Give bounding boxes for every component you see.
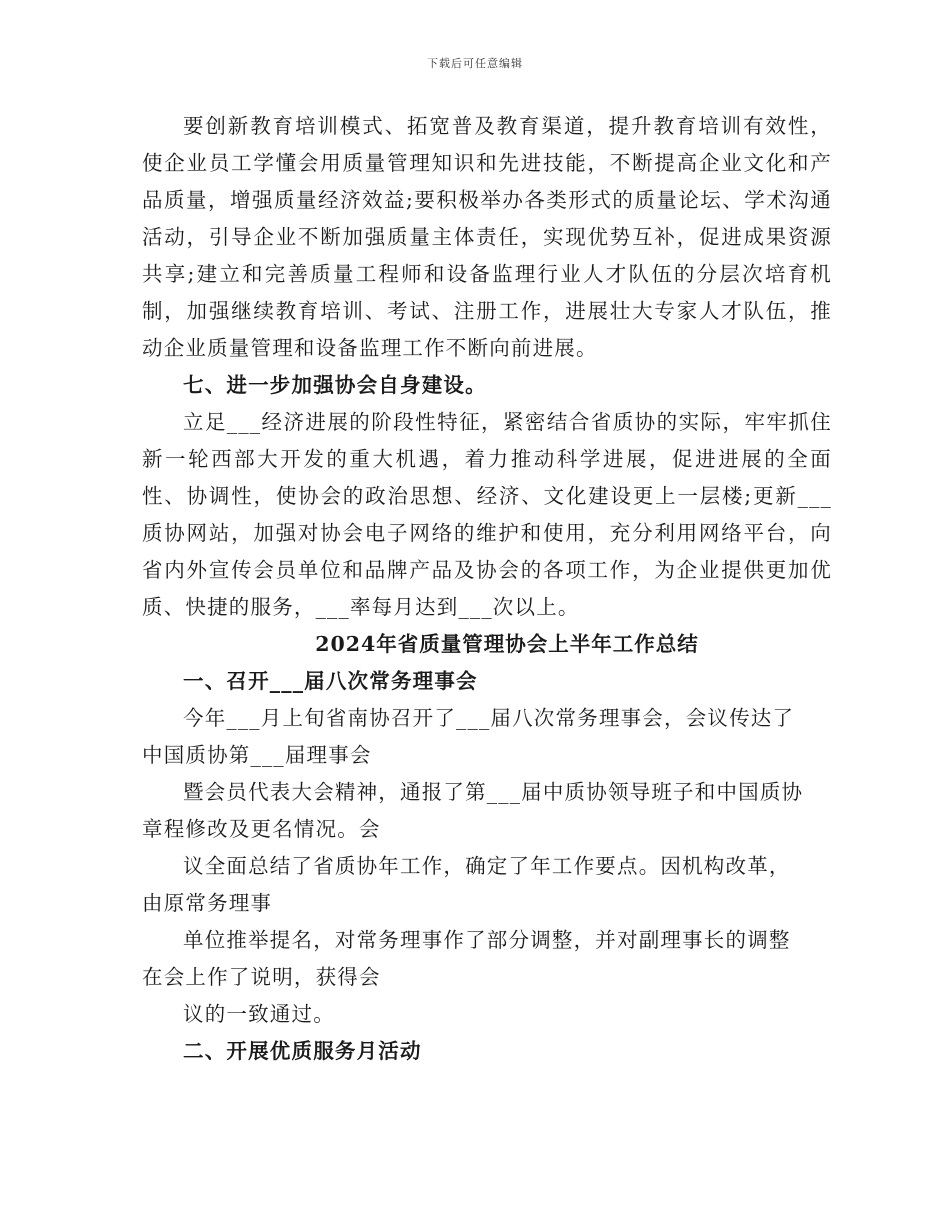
text-line: 暨会员代表大会精神，通报了第___届中质协领导班子和中国质协 (183, 780, 804, 804)
text-line: 议全面总结了省质协年工作，确定了年工作要点。因机构改革， (183, 854, 791, 878)
heading-section-seven: 七、进一步加强协会自身建设。 (183, 373, 487, 397)
text-line: 今年___月上旬省南协召开了___届八次常务理事会，会议传达了 (183, 706, 795, 730)
heading-section-two: 二、开展优质服务月活动 (183, 1039, 422, 1063)
text-line: 在会上作了说明，获得会 (142, 965, 381, 989)
document-title: 2024年省质量管理协会上半年工作总结 (315, 632, 699, 656)
heading-section-one: 一、召开___届八次常务理事会 (183, 669, 478, 693)
text-line: 由原常务理事 (142, 891, 273, 915)
text-line: 单位推举提名，对常务理事作了部分调整，并对副理事长的调整 (183, 928, 791, 952)
text-line: 章程修改及更名情况。会 (142, 817, 381, 841)
text-line: 中国质协第___届理事会 (142, 743, 372, 767)
paragraph-section-seven: 立足___经济进展的阶段性特征，紧密结合省质协的实际，牢牢抓住新一轮西部大开发的重大机遇，着力推动科学进展，促进进展的全面性、协调性，使协会的政治思想、经济、文化建设更上一层楼;更新___质协网站，加强对协会电子网络的维护和使用，充分利用网络平台，向省内外宣传会员单位和品牌产品及协会的各项工作，为企业提供更加优质、快捷的服务，___率每月达到___次以上。 (142, 410, 832, 619)
header-note: 下载后可任意编辑 (427, 57, 523, 70)
document-body (142, 108, 832, 1070)
paragraph-education: 要创新教育培训模式、拓宽普及教育渠道，提升教育培训有效性，使企业员工学懂会用质量管理知识和先进技能，不断提高企业文化和产品质量，增强质量经济效益;要积极举办各类形式的质量论坛、学术沟通活动，引导企业不断加强质量主体责任，实现优势互补，促进成果资源共享;建立和完善质量工程师和设备监理行业人才队伍的分层次培育机制，加强继续教育培训、考试、注册工作，进展壮大专家人才队伍，推动企业质量管理和设备监理工作不断向前进展。 (142, 114, 832, 360)
text-line: 议的一致通过。 (183, 1002, 335, 1026)
